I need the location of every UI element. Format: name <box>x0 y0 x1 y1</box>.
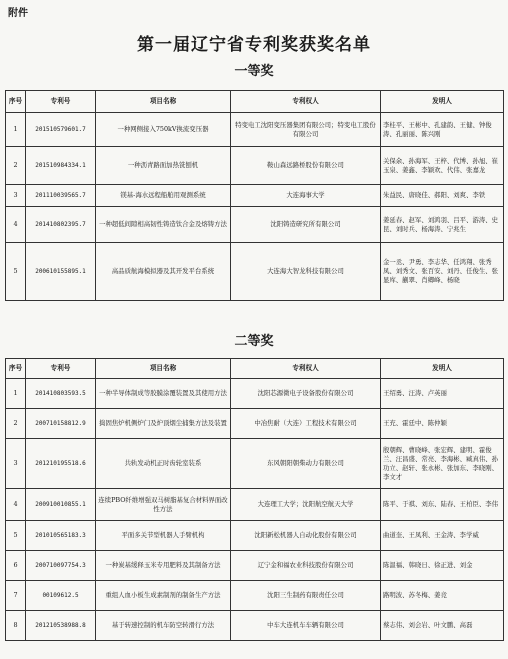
cell-owner: 辽宁金和福农业科技股份有限公司 <box>231 551 381 581</box>
cell-name: 高品质航海模拟器及其开发平台系统 <box>96 243 231 301</box>
cell-patent: 00109612.5 <box>26 581 96 611</box>
table-row <box>6 551 504 581</box>
cell-owner: 中冶焦耐（大连）工程技术有限公司 <box>231 409 381 439</box>
cell-name: 重组人血小板生成素制剂的制备生产方法 <box>96 581 231 611</box>
header-name: 项目名称 <box>96 359 231 379</box>
cell-no: 3 <box>6 439 26 489</box>
page-title: 第一届辽宁省专利奖获奖名单 <box>137 35 371 55</box>
cell-name: 捣固焦炉机侧炉门及炉顶烟尘捕集方法及装置 <box>96 409 231 439</box>
table-row <box>6 243 504 301</box>
cell-patent: 201410803593.5 <box>26 379 96 409</box>
cell-patent: 201510579601.7 <box>26 113 96 147</box>
table-header-row <box>6 91 504 113</box>
first-prize-title: 一等奖 <box>234 64 274 79</box>
table-row <box>6 147 504 185</box>
table-row <box>6 581 504 611</box>
cell-name: 一种沥青路面加热铣刨机 <box>96 147 231 185</box>
cell-inventors: 李桂平、王彬中、孔建韵、王健、钟俊涛、孔丽丽、陈兴刚 <box>381 113 504 147</box>
cell-inventors: 路明波、苏冬梅、姜竞 <box>381 581 504 611</box>
cell-owner: 沈阳芯源微电子设备股份有限公司 <box>231 379 381 409</box>
cell-no: 8 <box>6 611 26 641</box>
cell-name: 连续PBO纤维增强双马树脂基复合材料界面改性方法 <box>96 489 231 521</box>
table-row <box>6 185 504 207</box>
header-inventors: 发明人 <box>381 91 504 113</box>
table-row <box>6 207 504 243</box>
cell-name: 一种网侧接入750kV换流变压器 <box>96 113 231 147</box>
cell-no: 3 <box>6 185 26 207</box>
header-inventors: 发明人 <box>381 359 504 379</box>
table-row <box>6 611 504 641</box>
cell-inventors: 陈温福、韩晓日、徐正进、刘金 <box>381 551 504 581</box>
cell-owner: 大连理工大学；沈阳航空航天大学 <box>231 489 381 521</box>
cell-name: 共轨发动机正时齿轮室装系 <box>96 439 231 489</box>
cell-patent: 200710097754.3 <box>26 551 96 581</box>
cell-inventors: 关保余、孙海军、王梓、代博、孙旭、崔玉泉、姜鑫、李颖欢、代伟、张嘉龙 <box>381 147 504 185</box>
cell-patent: 201210195518.6 <box>26 439 96 489</box>
cell-name: 一种炭基缓释玉米专用肥料及其制备方法 <box>96 551 231 581</box>
table-row <box>6 489 504 521</box>
header-patent: 专利号 <box>26 359 96 379</box>
cell-owner: 大连海事大学 <box>231 185 381 207</box>
cell-owner: 鞍山森远路桥股份有限公司 <box>231 147 381 185</box>
cell-inventors: 金一丞、尹勇、李志华、任鸿翔、张秀凤、刘秀文、张百安、刘丹、任俊生、张显库、蒯翠、肖卿峰、杨晓 <box>381 243 504 301</box>
cell-name: 一种超低间隙相高韧性铸造钛合金及熔铸方法 <box>96 207 231 243</box>
cell-owner: 沈阳铸造研究所有限公司 <box>231 207 381 243</box>
cell-inventors: 殷朝辉、曹晓峰、张宏辉、建明、霍俊兰、汪昌盛、常亮、李海彬、臧真伟、孙功立、赵轩、张永彬、张加东、李晓刚、李文才 <box>381 439 504 489</box>
cell-patent: 201410802395.7 <box>26 207 96 243</box>
cell-inventors: 朱益民、唐晓佳、郝阳、刘爽、李铁 <box>381 185 504 207</box>
cell-owner: 特变电工沈阳变压器集团有限公司；特变电工股份有限公司 <box>231 113 381 147</box>
cell-patent: 201110039565.7 <box>26 185 96 207</box>
cell-no: 2 <box>6 409 26 439</box>
cell-patent: 201210538988.8 <box>26 611 96 641</box>
table-row <box>6 439 504 489</box>
attachment-label: 附件 <box>8 8 28 19</box>
cell-no: 2 <box>6 147 26 185</box>
cell-inventors: 王充、霍廷中、陈仲颖 <box>381 409 504 439</box>
cell-patent: 201010565183.3 <box>26 521 96 551</box>
second-prize-title: 二等奖 <box>234 334 274 349</box>
cell-patent: 201510984334.1 <box>26 147 96 185</box>
cell-patent: 200610155895.1 <box>26 243 96 301</box>
first-prize-table <box>5 90 504 301</box>
cell-name: 基于转速控制的机车防空转滑行方法 <box>96 611 231 641</box>
cell-no: 6 <box>6 551 26 581</box>
cell-name: 一种半导体制成等胶膜涂覆装置及其使用方法 <box>96 379 231 409</box>
cell-inventors: 蔡志伟、刘会岩、叶文鹏、高磊 <box>381 611 504 641</box>
cell-owner: 东风朝阳朝柴动力有限公司 <box>231 439 381 489</box>
cell-patent: 200710158812.9 <box>26 409 96 439</box>
cell-inventors: 王绍勇、汪涛、卢英丽 <box>381 379 504 409</box>
header-owner: 专利权人 <box>231 359 381 379</box>
cell-name: 平面多关节型机器人手臂机构 <box>96 521 231 551</box>
cell-no: 4 <box>6 207 26 243</box>
cell-inventors: 陈平、于祺、刘东、陆春、王柏臣、李伟 <box>381 489 504 521</box>
cell-no: 1 <box>6 379 26 409</box>
cell-no: 7 <box>6 581 26 611</box>
cell-owner: 沈阳新松机器人自动化股份有限公司 <box>231 521 381 551</box>
header-owner: 专利权人 <box>231 91 381 113</box>
table-row <box>6 521 504 551</box>
table-row <box>6 409 504 439</box>
cell-no: 4 <box>6 489 26 521</box>
cell-no: 5 <box>6 243 26 301</box>
cell-no: 5 <box>6 521 26 551</box>
table-header-row <box>6 359 504 379</box>
cell-no: 1 <box>6 113 26 147</box>
cell-inventors: 姜延春、赵军、刘鸿羽、吕平、游涛、史昆、刘时兵、杨海涛、宁兆生 <box>381 207 504 243</box>
header-no: 序号 <box>6 359 26 379</box>
table-row <box>6 379 504 409</box>
cell-patent: 200910010855.1 <box>26 489 96 521</box>
table-row <box>6 113 504 147</box>
cell-owner: 中车大连机车车辆有限公司 <box>231 611 381 641</box>
header-patent: 专利号 <box>26 91 96 113</box>
cell-name: 镁基-海水远程船舶用观测系统 <box>96 185 231 207</box>
header-name: 项目名称 <box>96 91 231 113</box>
cell-owner: 沈阳三生制药有限责任公司 <box>231 581 381 611</box>
second-prize-table <box>5 358 504 641</box>
cell-inventors: 曲道奎、王凤利、王金涛、李学威 <box>381 521 504 551</box>
header-no: 序号 <box>6 91 26 113</box>
cell-owner: 大连海大智龙科技有限公司 <box>231 243 381 301</box>
